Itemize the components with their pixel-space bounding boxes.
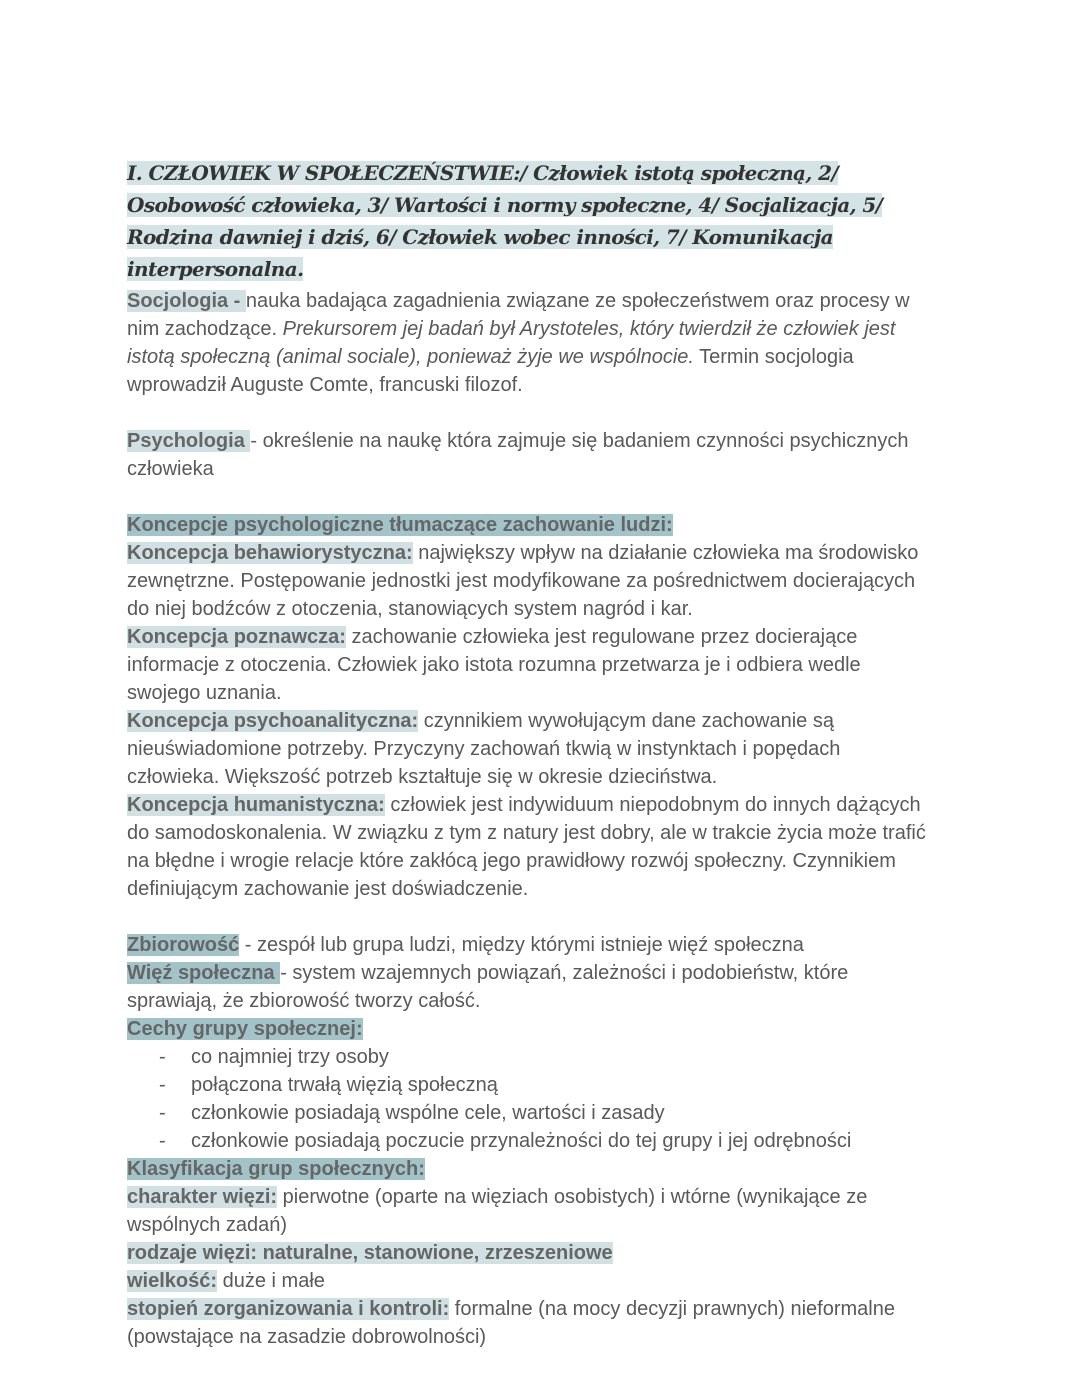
heading-klasyfikacja: Klasyfikacja grup społecznych: (127, 1158, 425, 1180)
concept-item: Koncepcja psychoanalityczna: czynnikiem wywołującym dane zachowanie są nieuświadomione potrzeby. Przyczyny zachowań tkwią w instynktach i popędach człowieka. Większość potrzeb kształtuje się w okresie dzieciństwa. (127, 710, 841, 788)
concept-item: Koncepcja poznawcza: zachowanie człowieka jest regulowane przez docierające informacje z otoczenia. Człowiek jako istota rozumna przetwarza je i odbiera wedle swojego uznania. (127, 626, 861, 704)
heading-cechy: Cechy grupy społecznej: (127, 1018, 363, 1040)
document-page (127, 157, 927, 1351)
classification-item: stopień zorganizowania i kontroli: formalne (na mocy decyzji prawnych) nieformalne (powstające na zasadzie dobrowolności) (127, 1298, 895, 1348)
heading-koncepcje: Koncepcje psychologiczne tłumaczące zachowanie ludzi: (127, 514, 673, 536)
concept-item: Koncepcja behawiorystyczna: największy wpływ na działanie człowieka ma środowisko zewnętrzne. Postępowanie jednostki jest modyfikowane za pośrednictwem docierających do niej bodźców z otoczenia, stanowiących system nagród i kar. (127, 542, 919, 620)
classification-item: wielkość: duże i małe (127, 1270, 325, 1292)
cechy-list (127, 1043, 927, 1155)
list-item: - członkowie posiadają poczucie przynależności do tej grupy i jej odrębności (159, 1130, 852, 1152)
definition-wiez: Więź społeczna - system wzajemnych powiązań, zależności i podobieństw, które sprawiają, że zbiorowość tworzy całość. (127, 962, 849, 1012)
classification-item: rodzaje więzi: naturalne, stanowione, zrzeszeniowe (127, 1242, 613, 1264)
definition-socjologia: Socjologia - nauka badająca zagadnienia związane ze społeczeństwem oraz procesy w nim zachodzące. Prekursorem jej badań był Arystoteles, który twierdził że człowiek jest istotą społeczną (animal sociale), ponieważ żyje we wspólnocie. Termin socjologia wprowadził Auguste Comte, francuski filozof. (127, 290, 910, 396)
term: Socjologia - (127, 290, 246, 312)
section-title: I. CZŁOWIEK W SPOŁECZEŃSTWIE:/ Człowiek istotą społeczną, 2/ Osobowość człowieka, 3/ Wartości i normy społeczne, 4/ Socjalizacja, 5/ Rodzina dawniej i dziś, 6/ Człowiek wobec inności, 7/ Komunikacja interpersonalna. (127, 161, 883, 281)
term: Psychologia (127, 430, 251, 452)
list-item: - członkowie posiadają wspólne cele, wartości i zasady (159, 1102, 665, 1124)
definition-psychologia: Psychologia - określenie na naukę która zajmuje się badaniem czynności psychicznych człowieka (127, 430, 909, 480)
list-item: - połączona trwałą więzią społeczną (159, 1074, 498, 1096)
classification-item: charakter więzi: pierwotne (oparte na więziach osobistych) i wtórne (wynikające ze wspólnych zadań) (127, 1186, 868, 1236)
definition-zbiorowosc: Zbiorowość - zespół lub grupa ludzi, między którymi istnieje więź społeczna (127, 934, 804, 956)
list-item: - co najmniej trzy osoby (159, 1046, 389, 1068)
concept-item: Koncepcja humanistyczna: człowiek jest indywiduum niepodobnym do innych dążących do samodoskonalenia. W związku z tym z natury jest dobry, ale w trakcie życia może trafić na błędne i wrogie relacje które zakłócą jego prawidłowy rozwój społeczny. Czynnikiem definiującym zachowanie jest doświadczenie. (127, 794, 926, 900)
